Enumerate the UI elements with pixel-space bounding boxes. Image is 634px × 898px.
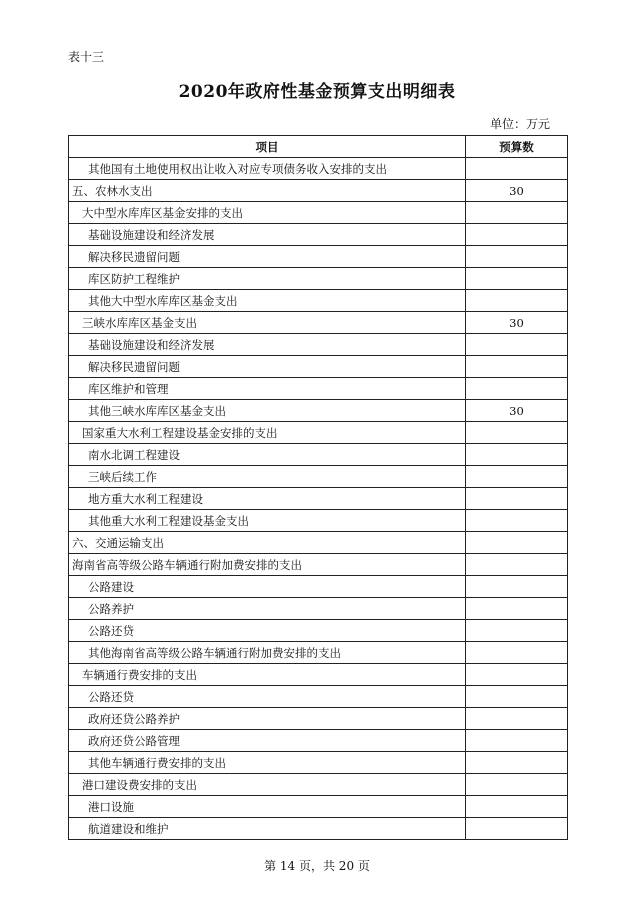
row-item-label: 其他海南省高等级公路车辆通行附加费安排的支出	[69, 642, 466, 664]
row-item-label: 库区防护工程维护	[69, 268, 466, 290]
row-item-label: 其他三峡水库库区基金支出	[69, 400, 466, 422]
row-amount	[466, 818, 568, 840]
row-amount	[466, 268, 568, 290]
row-amount	[466, 576, 568, 598]
row-item-label: 库区维护和管理	[69, 378, 466, 400]
row-item-label: 港口建设费安排的支出	[69, 774, 466, 796]
row-item-label: 政府还贷公路管理	[69, 730, 466, 752]
row-amount	[466, 642, 568, 664]
table-row	[69, 730, 568, 752]
table-row	[69, 224, 568, 246]
table-row	[69, 752, 568, 774]
table-row	[69, 400, 568, 422]
table-body	[69, 158, 568, 840]
row-amount	[466, 378, 568, 400]
row-amount	[466, 752, 568, 774]
table-header-row	[69, 136, 568, 158]
page-title: 2020年政府性基金预算支出明细表	[178, 82, 456, 102]
table-row	[69, 796, 568, 818]
row-amount	[466, 796, 568, 818]
row-item-label: 其他重大水利工程建设基金支出	[69, 510, 466, 532]
table-row	[69, 444, 568, 466]
row-amount: 30	[466, 312, 568, 334]
row-amount	[466, 774, 568, 796]
row-amount: 30	[466, 400, 568, 422]
row-amount	[466, 444, 568, 466]
row-amount	[466, 708, 568, 730]
table-row	[69, 180, 568, 202]
table-row	[69, 554, 568, 576]
table-row	[69, 334, 568, 356]
row-item-label: 国家重大水利工程建设基金安排的支出	[69, 422, 466, 444]
row-item-label: 其他大中型水库库区基金支出	[69, 290, 466, 312]
row-amount: 30	[466, 180, 568, 202]
row-amount	[466, 510, 568, 532]
table-row	[69, 664, 568, 686]
row-item-label: 航道建设和维护	[69, 818, 466, 840]
row-amount	[466, 730, 568, 752]
header-amount: 预算数	[466, 136, 568, 158]
page-footer: 第 14 页，共 20 页	[264, 859, 370, 873]
row-item-label: 政府还贷公路养护	[69, 708, 466, 730]
budget-table	[68, 135, 568, 840]
header-item: 项目	[69, 136, 466, 158]
row-item-label: 地方重大水利工程建设	[69, 488, 466, 510]
table-row	[69, 488, 568, 510]
table-row	[69, 576, 568, 598]
row-item-label: 公路建设	[69, 576, 466, 598]
unit-label: 单位：万元	[489, 117, 550, 131]
table-row	[69, 202, 568, 224]
row-amount	[466, 158, 568, 180]
row-item-label: 解决移民遗留问题	[69, 246, 466, 268]
table-row	[69, 422, 568, 444]
row-item-label: 其他车辆通行费安排的支出	[69, 752, 466, 774]
row-item-label: 海南省高等级公路车辆通行附加费安排的支出	[69, 554, 466, 576]
table-row	[69, 818, 568, 840]
row-amount	[466, 246, 568, 268]
table-row	[69, 598, 568, 620]
row-amount	[466, 598, 568, 620]
row-item-label: 解决移民遗留问题	[69, 356, 466, 378]
table-row	[69, 620, 568, 642]
table-row	[69, 268, 568, 290]
row-amount	[466, 686, 568, 708]
table-row	[69, 378, 568, 400]
row-item-label: 公路养护	[69, 598, 466, 620]
table-row	[69, 708, 568, 730]
table-row	[69, 290, 568, 312]
row-amount	[466, 356, 568, 378]
row-item-label: 三峡后续工作	[69, 466, 466, 488]
row-item-label: 基础设施建设和经济发展	[69, 334, 466, 356]
row-item-label: 五、农林水支出	[69, 180, 466, 202]
row-item-label: 车辆通行费安排的支出	[69, 664, 466, 686]
row-amount	[466, 466, 568, 488]
row-amount	[466, 532, 568, 554]
table-label: 表十三	[68, 50, 105, 64]
table-row	[69, 246, 568, 268]
table-row	[69, 158, 568, 180]
row-amount	[466, 422, 568, 444]
table-row	[69, 466, 568, 488]
table-row	[69, 532, 568, 554]
table-row	[69, 642, 568, 664]
row-amount	[466, 202, 568, 224]
row-amount	[466, 488, 568, 510]
row-item-label: 基础设施建设和经济发展	[69, 224, 466, 246]
row-amount	[466, 620, 568, 642]
row-item-label: 港口设施	[69, 796, 466, 818]
row-amount	[466, 290, 568, 312]
row-item-label: 南水北调工程建设	[69, 444, 466, 466]
row-item-label: 大中型水库库区基金安排的支出	[69, 202, 466, 224]
row-item-label: 六、交通运输支出	[69, 532, 466, 554]
row-item-label: 公路还贷	[69, 686, 466, 708]
table-row	[69, 686, 568, 708]
row-item-label: 三峡水库库区基金支出	[69, 312, 466, 334]
table-row	[69, 312, 568, 334]
row-item-label: 公路还贷	[69, 620, 466, 642]
row-amount	[466, 664, 568, 686]
row-item-label: 其他国有土地使用权出让收入对应专项债务收入安排的支出	[69, 158, 466, 180]
row-amount	[466, 554, 568, 576]
table-row	[69, 774, 568, 796]
row-amount	[466, 334, 568, 356]
table-row	[69, 356, 568, 378]
row-amount	[466, 224, 568, 246]
table-row	[69, 510, 568, 532]
